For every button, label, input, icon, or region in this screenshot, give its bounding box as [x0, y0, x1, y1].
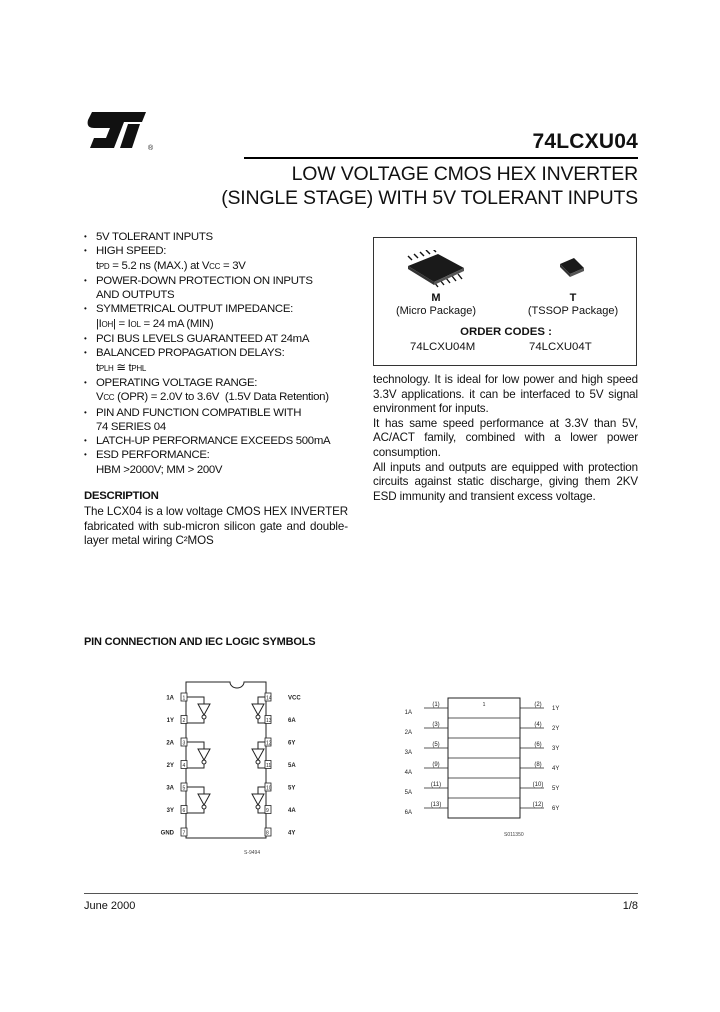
iec-output-pin: (4)	[534, 722, 542, 728]
feature-line: 74 SERIES 04	[96, 420, 166, 433]
inverter-gate	[252, 704, 264, 715]
feature-sub: VCC (OPR) = 2.0V to 3.6V (1.5V Data Retention)	[96, 391, 329, 404]
iec-qualifier: 1	[482, 702, 486, 708]
dip-pin-number: 3	[182, 740, 186, 747]
title-line-2: (SINGLE STAGE) WITH 5V TOLERANT INPUTS	[221, 187, 638, 209]
dip-pin-label: 4A	[288, 808, 296, 814]
svg-text:®: ®	[148, 145, 154, 152]
inverter-gate	[198, 794, 210, 805]
description-paragraph: It has same speed performance at 3.3V than 5V, AC/ACT family, combined with a lower power consumption.	[373, 416, 638, 459]
pin-section-heading: PIN CONNECTION AND IEC LOGIC SYMBOLS	[84, 636, 316, 648]
header-rule	[244, 157, 638, 159]
gate-wire	[187, 809, 204, 813]
dip-pin-number: 5	[182, 785, 186, 792]
title-line-1: LOW VOLTAGE CMOS HEX INVERTER	[291, 163, 638, 185]
dip-pin-label: 1Y	[166, 718, 174, 724]
inverter-gate	[252, 749, 264, 760]
dip-pin-number: 13	[266, 718, 272, 724]
footer-page: 1/8	[622, 900, 638, 912]
iec-output-label: 3Y	[552, 746, 560, 752]
iec-input-pin: (9)	[432, 762, 440, 768]
iec-output-label: 6Y	[552, 806, 560, 812]
dip-pin-label: 2Y	[166, 763, 174, 769]
gate-wire	[258, 787, 265, 794]
feature-item: • HIGH SPEED:	[84, 245, 167, 258]
dip-pin-number: 11	[266, 763, 272, 769]
dip-pin-label: 3Y	[166, 808, 174, 814]
dip-pin-number: 14	[266, 695, 272, 702]
gate-wire	[187, 742, 204, 749]
iec-output-pin: (8)	[534, 762, 542, 768]
feature-item: • PIN AND FUNCTION COMPATIBLE WITH	[84, 406, 302, 419]
iec-input-label: 3A	[404, 750, 412, 756]
iec-output-pin: (12)	[532, 802, 544, 808]
dip-pins	[161, 693, 302, 837]
tssop-package-icon	[556, 256, 586, 282]
package-box	[373, 237, 637, 366]
order-code-t: 74LCXU04T	[529, 341, 592, 353]
dip-pin-number: 7	[182, 830, 186, 837]
so-package-icon	[404, 250, 468, 290]
feature-sub: tPD = 5.2 ns (MAX.) at VCC = 3V	[96, 259, 246, 272]
gate-wire	[187, 764, 204, 768]
iec-input-pin: (1)	[432, 702, 440, 708]
st-logo	[84, 108, 156, 152]
iec-output-pin: (2)	[534, 702, 542, 708]
iec-input-label: 2A	[404, 730, 412, 736]
footer-rule	[84, 893, 638, 894]
iec-input-label: 6A	[404, 810, 412, 816]
package-m-label: M (Micro Package)	[395, 292, 477, 317]
footer-date: June 2000	[84, 900, 136, 912]
dip-pin-number: 6	[182, 808, 186, 814]
dip-code: S-9494	[244, 850, 261, 856]
description-heading: DESCRIPTION	[84, 490, 159, 502]
dip-pin-number: 10	[266, 785, 272, 792]
dip-pin-label: 6A	[288, 718, 296, 724]
description-paragraph: technology. It is ideal for low power and high speed 3.3V applications. it can be interfaced to 5V signal environment for inputs.	[373, 373, 638, 416]
dip-pin-label: 6Y	[288, 740, 296, 747]
gate-wire	[258, 764, 265, 768]
inverter-gates	[187, 697, 265, 813]
iec-output-label: 2Y	[552, 726, 560, 732]
iec-input-label: 4A	[404, 770, 412, 776]
part-number: 74LCXU04	[532, 130, 638, 153]
description-text: The LCX04 is a low voltage CMOS HEX INVERTER fabricated with sub-micron silicon gate and double-layer metal wiring C²MOS	[84, 505, 348, 548]
iec-input-pin: (11)	[430, 782, 442, 788]
feature-item: • POWER-DOWN PROTECTION ON INPUTS	[84, 274, 313, 287]
dip-pin-label: 5Y	[288, 785, 296, 792]
gate-wire	[258, 742, 265, 749]
dip-pin-number: 2	[182, 718, 186, 724]
feature-item: • ESD PERFORMANCE:	[84, 449, 210, 462]
iec-input-pin: (3)	[432, 722, 440, 728]
feature-item: • BALANCED PROPAGATION DELAYS:	[84, 347, 285, 360]
order-codes-heading: ORDER CODES :	[460, 326, 552, 338]
feature-sub: HBM >2000V; MM > 200V	[96, 463, 223, 476]
dip-pin-label: GND	[160, 830, 174, 837]
feature-line: AND OUTPUTS	[96, 289, 175, 302]
inverter-gate	[252, 794, 264, 805]
gate-wire	[187, 719, 204, 723]
feature-item: • SYMMETRICAL OUTPUT IMPEDANCE:	[84, 303, 293, 316]
iec-output-label: 5Y	[552, 786, 560, 792]
iec-input-label: 1A	[404, 710, 412, 716]
dip-pin-label: 5A	[288, 763, 296, 769]
description-paragraph: All inputs and outputs are equipped with protection circuits against static discharge, giving them 2KV ESD immunity and transient excess voltage.	[373, 460, 638, 503]
dip-pin-number: 12	[266, 740, 272, 747]
description-continued	[373, 373, 638, 504]
feature-sub: tPLH ≅ tPHL	[96, 361, 147, 374]
dip-pin-label: 2A	[166, 740, 174, 747]
inverter-gate	[198, 704, 210, 715]
iec-symbol	[405, 702, 560, 816]
dip-pin-number: 4	[182, 763, 186, 769]
feature-sub: |IOH| = IOL = 24 mA (MIN)	[96, 317, 214, 330]
dip-pin-label: 4Y	[288, 830, 296, 837]
dip-pin-number: 8	[266, 830, 269, 837]
iec-output-label: 1Y	[552, 706, 560, 712]
iec-output-label: 4Y	[552, 766, 560, 772]
pin-diagram	[140, 672, 580, 862]
iec-input-pin: (13)	[430, 802, 442, 808]
dip-pin-number: 1	[182, 695, 186, 702]
feature-item: • OPERATING VOLTAGE RANGE:	[84, 376, 258, 389]
iec-output-pin: (6)	[534, 742, 542, 748]
dip-pin-label: 3A	[166, 785, 174, 792]
gate-wire	[187, 697, 204, 704]
feature-list	[84, 230, 354, 477]
feature-item: • LATCH-UP PERFORMANCE EXCEEDS 500mA	[84, 435, 331, 448]
iec-output-pin: (10)	[532, 782, 544, 788]
gate-wire	[187, 787, 204, 794]
gate-wire	[258, 809, 265, 813]
feature-item: • PCI BUS LEVELS GUARANTEED AT 24mA	[84, 333, 310, 346]
feature-item: • 5V TOLERANT INPUTS	[84, 231, 213, 243]
gate-wire	[258, 719, 265, 723]
inverter-gate	[198, 749, 210, 760]
order-code-m: 74LCXU04M	[410, 341, 476, 353]
gate-wire	[258, 697, 265, 704]
iec-input-label: 5A	[404, 790, 412, 796]
iec-input-pin: (5)	[432, 742, 440, 748]
iec-code: S011350	[504, 832, 524, 838]
dip-pin-label: VCC	[288, 695, 301, 702]
dip-pin-label: 1A	[166, 695, 174, 702]
package-t-label: T (TSSOP Package)	[527, 292, 619, 317]
dip-pin-number: 9	[266, 808, 269, 814]
